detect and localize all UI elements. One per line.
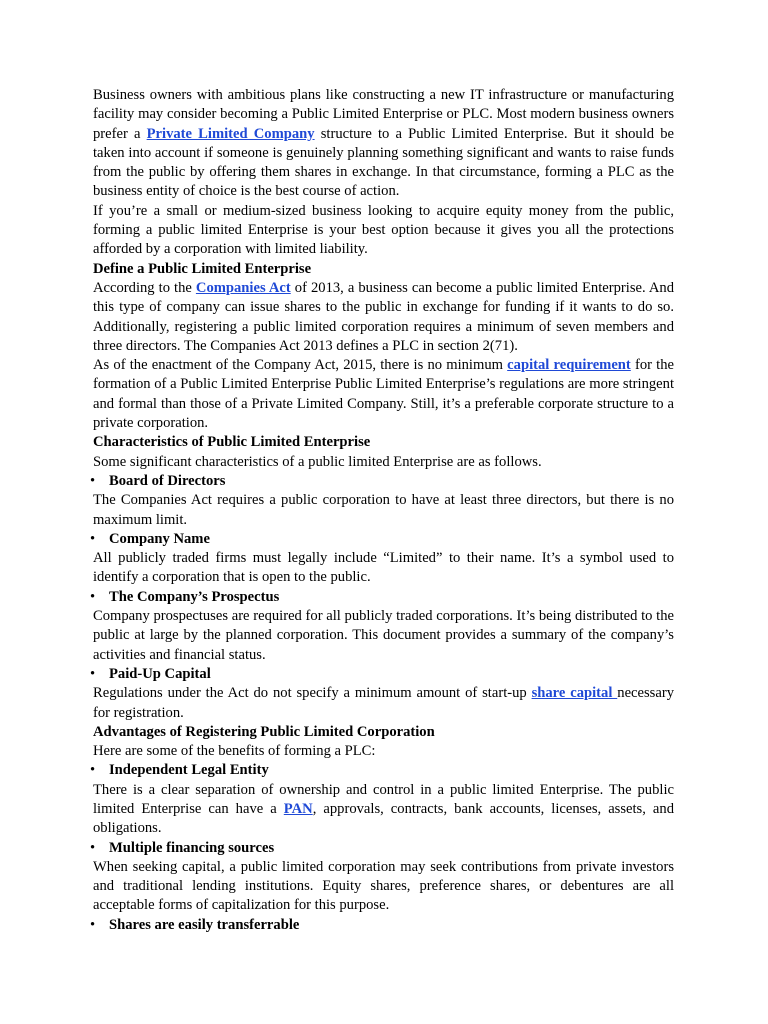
- list-item: [90, 916, 674, 935]
- bullet-icon: •: [90, 588, 96, 605]
- capital-requirement-link[interactable]: capital requirement: [507, 357, 631, 374]
- list-item: [90, 472, 674, 491]
- list-item: [90, 839, 674, 858]
- list-item: [90, 588, 674, 607]
- define-text: of 2013, a business can become a public limited Enterprise. And this type of company can issue shares to the public in exchange for funding if it wants to do so. Additionally, registering a public limited corporation requires a minimum of seven members and three directors. The Companies Act 2013 defines a PLC in section 2(71).: [93, 279, 674, 354]
- document-page: [90, 86, 675, 935]
- define-text: As of the enactment of the Company Act, 2015, there is no minimum: [93, 357, 508, 374]
- list-item-title: Company Name: [109, 530, 210, 547]
- list-item-text: The Companies Act requires a public corporation to have at least three directors, but there is no maximum limit.: [93, 492, 674, 528]
- intro-text: structure to a Public Limited Enterprise. But it should be taken into account if someone is genuinely planning something significant and wants to raise funds from the public by offering them shares in exchange. In that circumstance, forming a PLC as the business entity of choice is the best course of action.: [93, 125, 675, 200]
- bullet-icon: •: [90, 530, 96, 547]
- list-item-text-part: There is a clear separation of ownership and control in a public limited Enterprise. The public limited Enterprise can have a: [93, 781, 674, 817]
- list-item-text: When seeking capital, a public limited corporation may seek contributions from private investors and traditional lending institutions. Equity shares, preference shares, or debentures are all acceptable forms of capitalization for this purpose.: [93, 858, 674, 914]
- list-item-text-part: , approvals, contracts, bank accounts, licenses, assets, and obligations.: [93, 800, 674, 837]
- list-item-text: [93, 781, 674, 839]
- advantages-intro: Here are some of the benefits of forming a PLC:: [93, 743, 376, 760]
- list-item-text: All publicly traded firms must legally include “Limited” to their name. It’s a symbol used to identify a corporation that is open to the public.: [93, 550, 674, 586]
- list-item-text-part: necessary for registration.: [93, 685, 674, 721]
- list-item: [90, 761, 674, 780]
- list-item-text: [93, 684, 674, 723]
- define-paragraph-1: [93, 279, 674, 356]
- list-item-title: Multiple financing sources: [109, 839, 275, 856]
- companies-act-link[interactable]: Companies Act: [195, 279, 291, 296]
- list-item-text-part: Regulations under the Act do not specify a minimum amount of start-up: [93, 685, 532, 702]
- characteristics-intro: Some significant characteristics of a public limited Enterprise are as follows.: [93, 453, 542, 470]
- intro-text: Business owners with ambitious plans like constructing a new IT infrastructure or manufacturing facility may consider becoming a Public Limited Enterprise or PLC. Most modern business owners prefer a: [93, 87, 674, 142]
- list-item-title: Shares are easily transferrable: [109, 916, 300, 933]
- define-heading: Define a Public Limited Enterprise: [93, 260, 312, 277]
- bullet-icon: •: [90, 762, 96, 779]
- characteristics-heading: Characteristics of Public Limited Enterprise: [93, 434, 371, 451]
- pan-link[interactable]: PAN: [283, 800, 313, 817]
- bullet-icon: •: [90, 472, 96, 489]
- share-capital-link[interactable]: share capital: [531, 685, 618, 702]
- advantages-heading: Advantages of Registering Public Limited Corporation: [93, 723, 435, 740]
- bullet-icon: •: [90, 916, 96, 933]
- list-item-title: The Company’s Prospectus: [109, 588, 280, 605]
- define-text: According to the: [93, 279, 196, 296]
- intro-paragraph-2: If you’re a small or medium-sized business looking to acquire equity money from the public, forming a public limited Enterprise is your best option because it gives you all the protections afforded by a corporation with limited liability.: [93, 202, 674, 258]
- intro-paragraph-1: [93, 86, 674, 202]
- define-text: for the formation of a Public Limited Enterprise Public Limited Enterprise’s regulations are more stringent and formal than those of a Private Limited Company. Still, it’s a preferable corporate structure to a private corporation.: [93, 357, 674, 432]
- list-item-text: Company prospectuses are required for all publicly traded corporations. It’s being distributed to the public at large by the planned corporation. This document provides a summary of the company’s activities and financial status.: [93, 608, 674, 663]
- private-limited-company-link[interactable]: Private Limited Company: [146, 125, 315, 142]
- list-item: [90, 530, 674, 549]
- bullet-icon: •: [90, 839, 96, 856]
- bullet-icon: •: [90, 665, 96, 682]
- list-item-title: Board of Directors: [109, 472, 226, 489]
- list-item-title: Independent Legal Entity: [109, 762, 269, 779]
- define-paragraph-2: [93, 356, 674, 433]
- list-item: [90, 665, 674, 684]
- list-item-title: Paid-Up Capital: [109, 665, 211, 682]
